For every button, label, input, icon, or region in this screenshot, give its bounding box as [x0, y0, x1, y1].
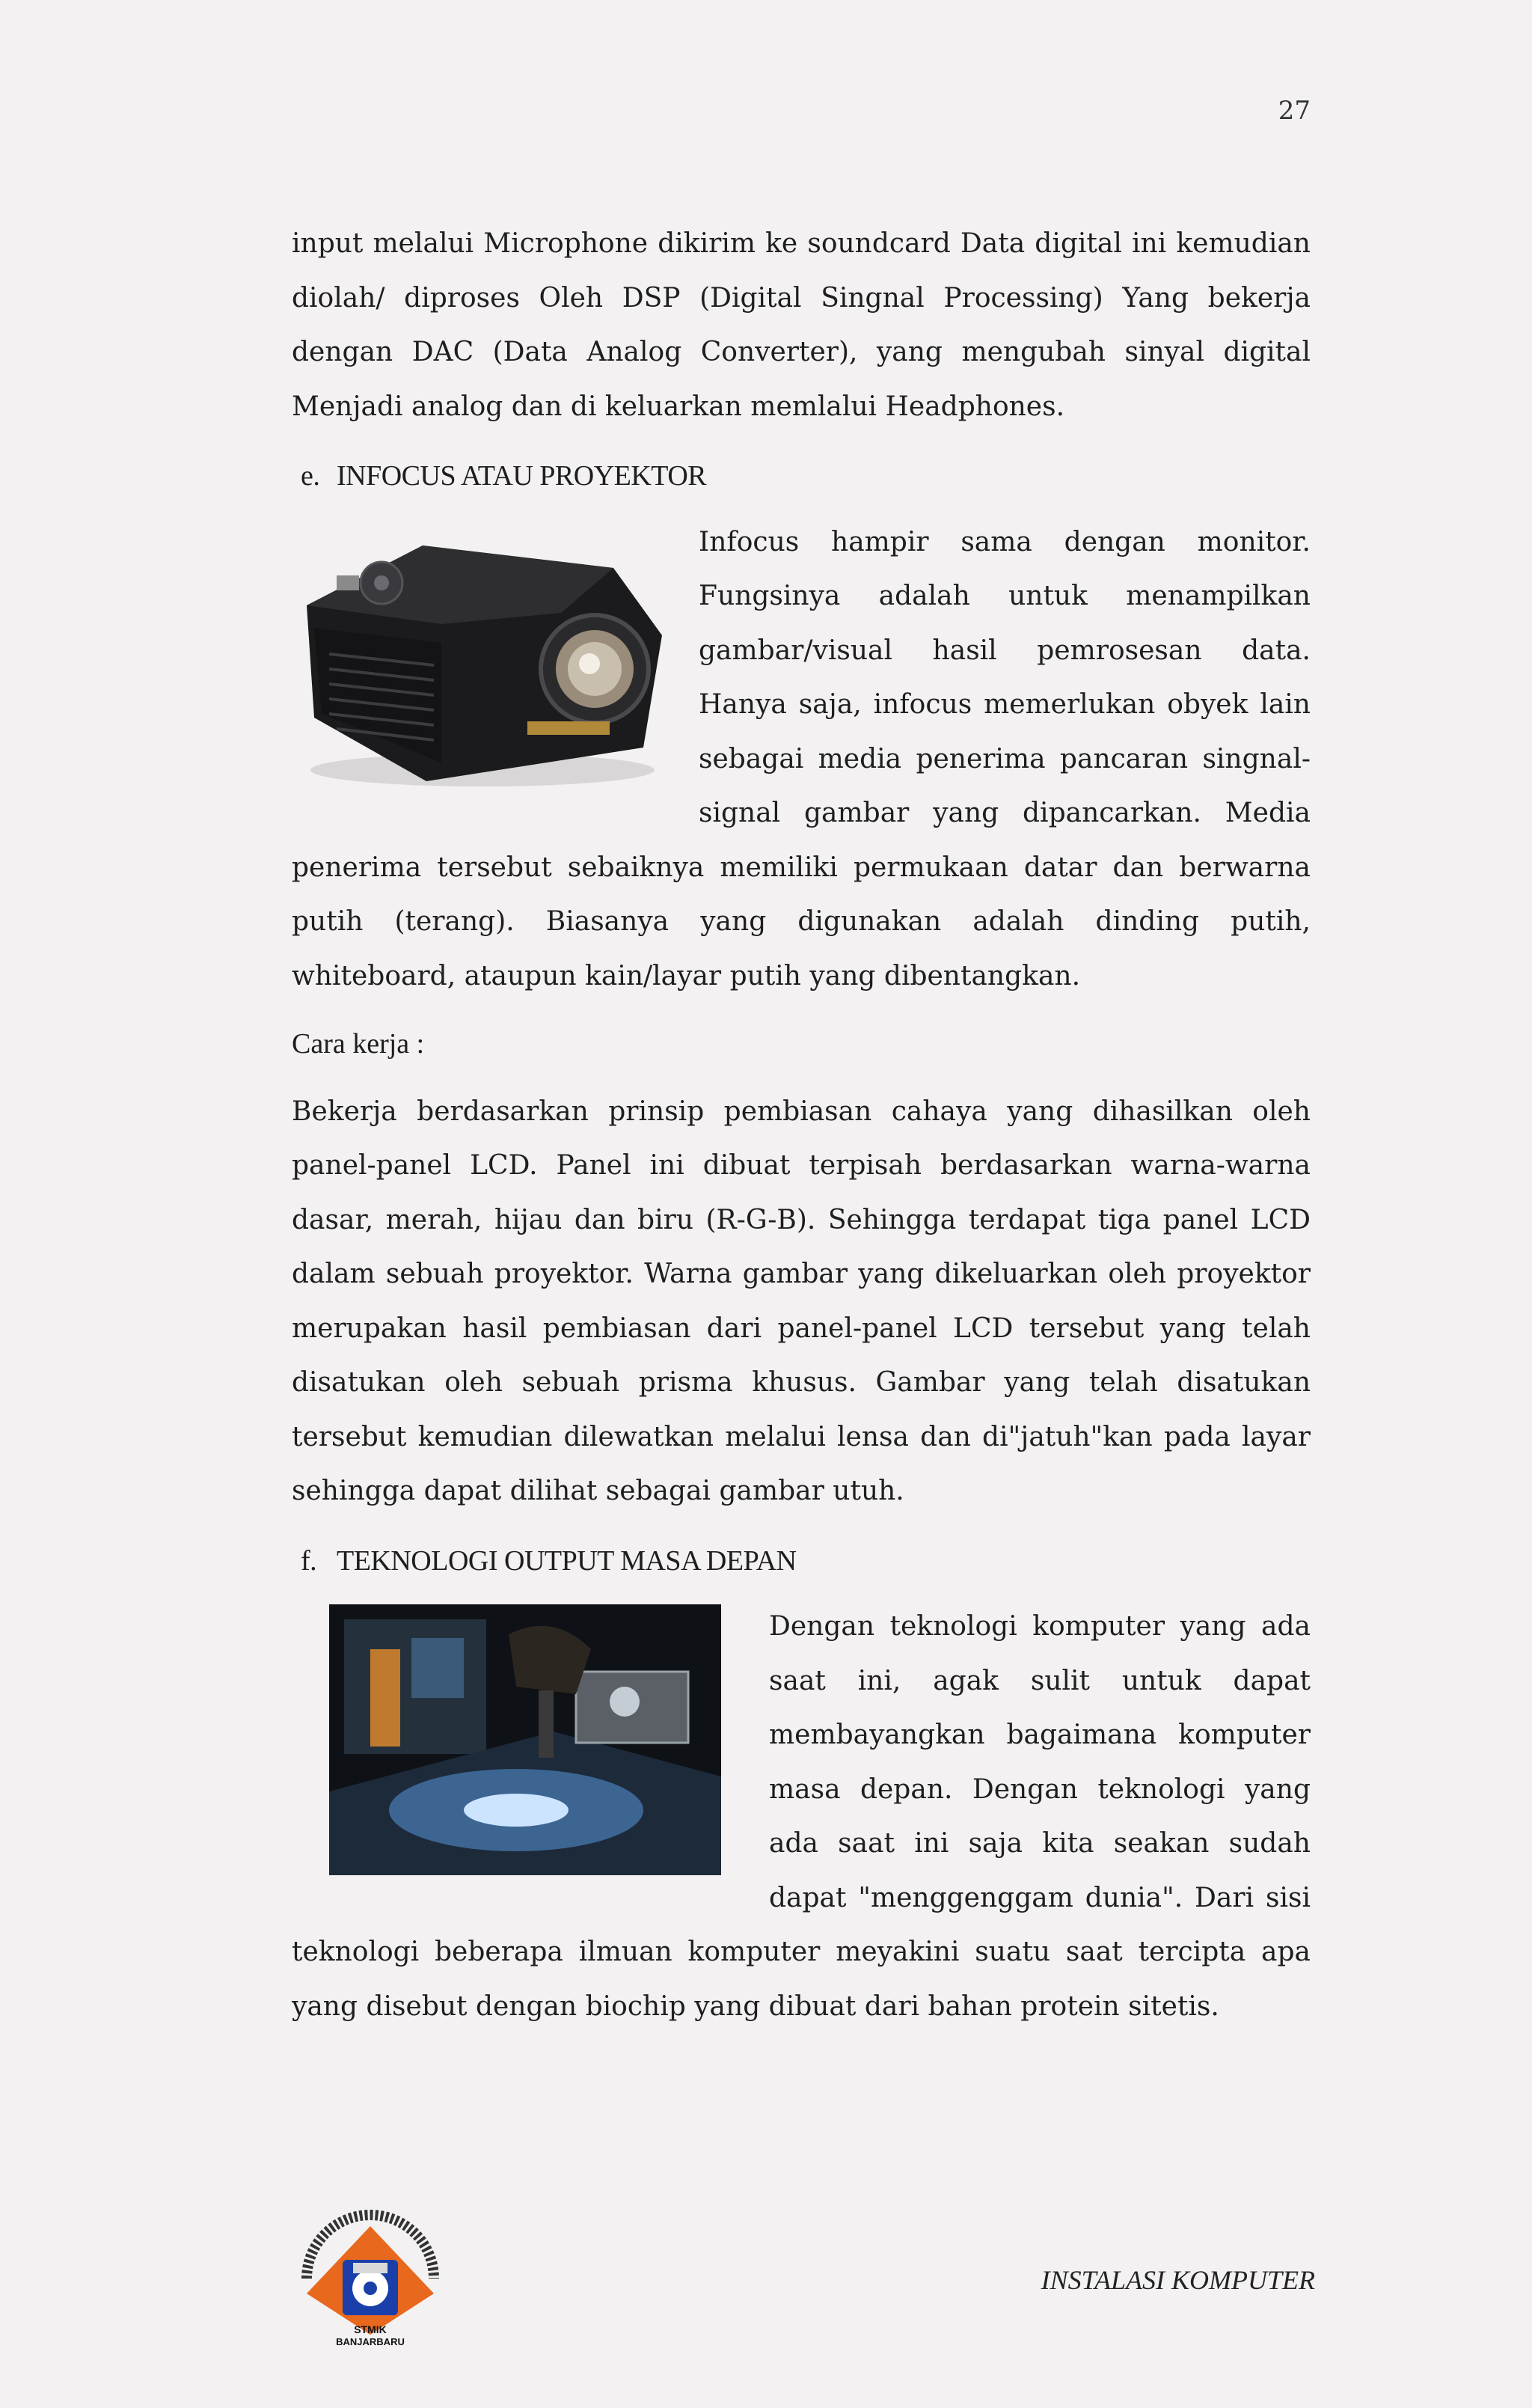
projector-figure	[292, 516, 673, 819]
footer-book-title: INSTALASI KOMPUTER	[1041, 2265, 1315, 2295]
intro-paragraph: input melalui Microphone dikirim ke soundcard Data digital ini kemudian diolah/ diproses Oleh DSP (Digital Singnal Processing) Yang bekerja dengan DAC (Data Analog Converter), yang mengubah sinyal digital Menjadi analog dan di keluarkan memlalui Headphones.	[292, 228, 1311, 422]
future-tech-paragraph: Dengan teknologi komputer yang ada saat ini, agak sulit untuk dapat membayangkan bagaimana komputer masa depan. Dengan teknologi yang ada saat ini saja kita seakan sudah dapat "menggenggam dunia". Dari sisi teknologi beberapa ilmuan komputer meyakini suatu saat tercipta apa yang disebut dengan biochip yang dibuat dari bahan protein sitetis.	[292, 1611, 1311, 2022]
infocus-paragraph: Infocus hampir sama dengan monitor. Fungsinya adalah untuk menampilkan gambar/visual hasil pemrosesan data. Hanya saja, infocus memerlukan obyek lain sebagai media penerima pancaran singnal-signal gambar yang dipancarkan. Media penerima tersebut sebaiknya memiliki permukaan datar dan berwarna putih (terang). Biasanya yang digunakan adalah dinding putih, whiteboard, ataupun kain/layar putih yang dibentangkan.	[292, 526, 1311, 991]
svg-text:BANJARBARU: BANJARBARU	[336, 2336, 405, 2347]
how-it-works-subheading: Cara kerja :	[292, 1028, 425, 1060]
section-f-title: TEKNOLOGI OUTPUT MASA DEPAN	[337, 1544, 797, 1577]
section-f-marker: f.	[301, 1544, 317, 1577]
svg-text:STMIK: STMIK	[354, 2323, 387, 2335]
future-display-photo-icon	[329, 1604, 721, 1875]
how-it-works-paragraph: Bekerja berdasarkan prinsip pembiasan cahaya yang dihasilkan oleh panel-panel LCD. Panel ini dibuat terpisah berdasarkan warna-warna dasar, merah, hijau dan biru (R-G-B). Sehingga terdapat tiga panel LCD dalam sebuah proyektor. Warna gambar yang dikeluarkan oleh proyektor merupakan hasil pembiasan dari panel-panel LCD tersebut yang telah disatukan oleh sebuah prisma khusus. Gambar yang telah disatukan tersebut kemudian dilewatkan melalui lensa dan di"jatuh"kan pada layar sehingga dapat dilihat sebagai gambar utuh.	[292, 1095, 1311, 1506]
section-e-marker: e.	[301, 460, 320, 492]
section-e-title: INFOCUS ATAU PROYEKTOR	[337, 460, 707, 492]
section-f-heading	[301, 1534, 1311, 1589]
projector-photo-icon	[292, 523, 673, 800]
future-figure	[292, 1600, 744, 1895]
section-e-heading	[301, 449, 1311, 504]
page-content	[292, 217, 1311, 2034]
page-number: 27	[1278, 96, 1311, 126]
stmik-logo-icon	[284, 2207, 456, 2350]
